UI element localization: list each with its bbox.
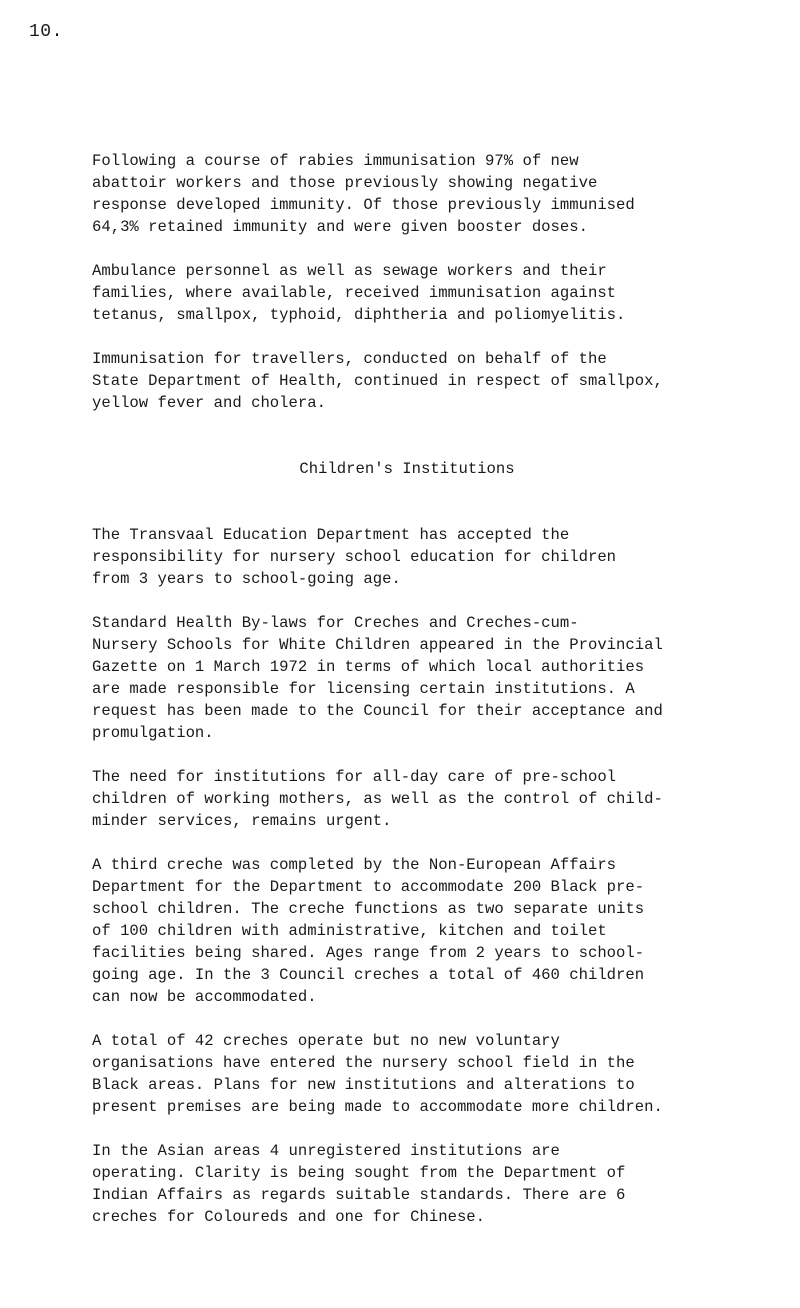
- paragraph-total-creches: A total of 42 creches operate but no new voluntary organisations have entered the nursery school field in the Black areas. Plans for new institutions and alterations to present premises are being made to accommodate more children.: [92, 1032, 663, 1116]
- paragraph-asian-areas: In the Asian areas 4 unregistered institutions are operating. Clarity is being sought from the Department of Indian Affairs as regards suitable standards. There are 6 creches for Coloureds and one for Chinese.: [92, 1142, 626, 1226]
- paragraph-rabies-immunisation: Following a course of rabies immunisation 97% of new abattoir workers and those previously showing negative response developed immunity. Of those previously immunised 64,3% retained immunity and were given booster doses.: [92, 152, 635, 236]
- paragraph-ambulance-personnel: Ambulance personnel as well as sewage workers and their families, where available, received immunisation against tetanus, smallpox, typhoid, diphtheria and poliomyelitis.: [92, 262, 626, 324]
- paragraph-all-day-care: The need for institutions for all-day care of pre-school children of working mothers, as well as the control of child- minder services, remains urgent.: [92, 768, 663, 830]
- paragraph-health-bylaws: Standard Health By-laws for Creches and Creches-cum- Nursery Schools for White Children appeared in the Provincial Gazette on 1 March 1972 in terms of which local authorities are made responsible for licensing certain institutions. A request has been made to the Council for their acceptance and promulgation.: [92, 614, 663, 742]
- paragraph-education-department: The Transvaal Education Department has accepted the responsibility for nursery school education for children from 3 years to school-going age.: [92, 526, 617, 588]
- section-heading-childrens-institutions: Children's Institutions: [299, 460, 515, 478]
- paragraph-travellers-immunisation: Immunisation for travellers, conducted on behalf of the State Department of Health, continued in respect of smallpox, yellow fever and cholera.: [92, 350, 663, 412]
- paragraph-third-creche: A third creche was completed by the Non-European Affairs Department for the Department to accommodate 200 Black pre- school children. The creche functions as two separate units of 100 children with administrative, kitchen and toilet facilities being shared. Ages range from 2 years to school- going age. In the 3 Council creches a total of 460 children can now be accommodated.: [92, 856, 645, 1006]
- page-number: 10.: [29, 22, 63, 42]
- document-body: [92, 150, 782, 1250]
